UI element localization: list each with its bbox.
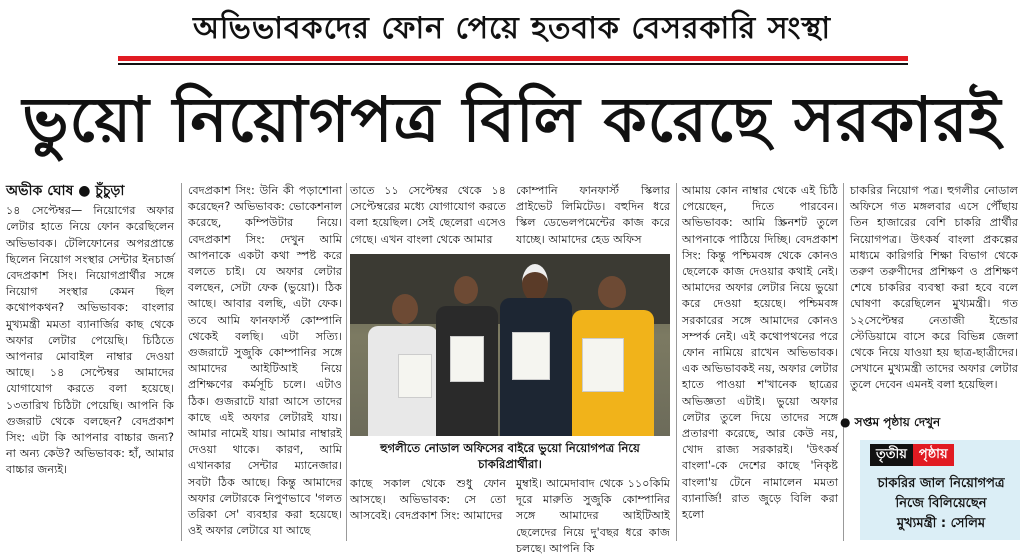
column-text: চাকরির নিয়োগ পত্র। হুগলীর নোডাল অফিসে গত মঙ্গলবার এসে পৌঁছায় তিন হাজারের বেশি চাকরি প্রার্থীর নিয়োগপত্র। উৎকর্ষ বাংলা প্রকল্পের মাধ্যমে কারিগরি শিক্ষা বিভাগ থেকে তরুণ তরুণীদের প্রশিক্ষণ ও প্রশিক্ষণ শেষে চাকরির ব্যবস্থা করা হবে বলে ঘোষণা করেছিলেন মুখ্যমন্ত্রী। গত ১২সেপ্টেম্বর নেতাজী ইন্ডোর স্টেডিয়ামে বাসে করে বিভিন্ন জেলা থেকে নিয়ে যাওয়া হয় ছাত্র-ছাত্রীদের। সেখানে মুখ্যমন্ত্রী তাদের অফার লেটার তুলে দেবেন এমনই বলা হয়েছিল। — [850, 184, 1018, 392]
article-column-3-top — [350, 183, 506, 251]
article-column-6 — [850, 183, 1018, 411]
tag-part-b: পৃষ্ঠায় — [913, 444, 954, 466]
tag-part-a: তৃতীয় — [870, 444, 913, 466]
column-text: ১৪ সেপ্টেম্বর— নিয়োগের অফার লেটার হাতে নিয়ে ফোন করেছিলেন অভিভাবক। টেলিফোনের অপরপ্রান্তে ছিলেন নিয়োগ সংস্থার সেন্টার ইনচার্জ বেদপ্রকাশ সিং। নিয়োগপ্রার্থীর সঙ্গে নিয়োগ সংস্থার কেমন ছিল কথোপকথন? অভিভাবক: বাংলার মুখ্যমন্ত্রী মমতা ব্যানার্জির কাছ থেকে অফার লেটার পেয়েছি। চিঠিতে আপনার মোবাইল নাম্বার দেওয়া আছে। ১৪ সেপ্টেম্বর আমাদের যোগাযোগ করতে বলা হয়েছে। ১৩তারিখ চিঠিটা পেয়েছি। আপনি কি গুজরাট থেকে বলছেন? বেদপ্রকাশ সিং: এটা কি আপনার বাচ্চার জন্য? না অন্য কেউ? অভিভাবক: হাঁ, আমার বাচ্চার জন্যই। — [6, 204, 174, 477]
black-rule — [118, 63, 908, 65]
kicker-headline: অভিভাবকদের ফোন পেয়ে হতবাক বেসরকারি সংস্থা — [192, 11, 832, 46]
article-column-4-bottom — [516, 476, 670, 555]
related-line-1: চাকরির জাল নিয়োগপত্র — [877, 476, 1005, 491]
photo-person-head — [454, 276, 478, 304]
column-text: মুম্বাই। আমেদাবাদ থেকে ১১০কিমি দূরে মারুতি সুজুকি কোম্পানির সঙ্গে আমাদের আইটিআই ছেলেদের নিয়ে দু'বছর ধরে কাজ চলছে। আপনি কি — [516, 477, 670, 555]
related-line-2: নিজে বিলিয়েছেন — [895, 496, 987, 511]
related-line-3: মুখ্যমন্ত্রী : সেলিম — [896, 516, 986, 531]
photo-caption: হুগলীতে নোডাল অফিসের বাইরে ভুয়ো নিয়োগপত্র নিয়ে চাকরিপ্রার্থীরা। — [380, 441, 640, 471]
main-headline: ভুয়ো নিয়োগপত্র বিলি করেছে সরকারই — [22, 83, 1002, 156]
column-divider — [676, 183, 677, 541]
article-column-5 — [682, 183, 838, 543]
article-column-3-bottom — [350, 476, 506, 542]
article-column-4-top — [516, 183, 670, 251]
photo-paper — [582, 338, 624, 392]
red-rule — [118, 56, 908, 61]
byline: অভীক ঘোষ ● চুঁচুড়া — [6, 183, 125, 199]
related-story-tag — [870, 444, 954, 466]
photo-paper — [450, 336, 484, 382]
column-divider — [181, 183, 182, 541]
photo-person-head — [598, 276, 626, 308]
column-text: কাছে সকাল থেকে শুধু ফোন আসছে। অভিভাবক: সে তো আসবেই। বেদপ্রকাশ সিং: আমাদের — [350, 477, 506, 523]
photo-person-head — [522, 264, 548, 302]
column-divider — [843, 183, 844, 541]
article-column-2 — [188, 183, 342, 543]
related-story-text — [866, 474, 1016, 534]
column-text: আমায় কোন নাম্বার থেকে এই চিঠি পেয়েছেন, দিতে পারবেন। অভিভাবক: আমি স্ক্রিনশট তুলে আপনাকে পাঠিয়ে দিচ্ছি। বেদপ্রকাশ সিং: কিন্তু পশ্চিমবঙ্গ থেকে কোনও ছেলেকে কাজ দেওয়ার কথাই নেই। আমাদের অফার লেটার নিয়ে ভুয়ো করে দেওয়া হয়েছে। পশ্চিমবঙ্গ সরকারের সঙ্গে আমাদের কোনও সম্পর্ক নেই। এই কথোপথনের পরে ফোন নামিয়ে রাখেন অভিভাবক। এক অভিভাবকই নয়, অফার লেটার হাতে পাওয়া শ'খানেক ছাত্রের অভিজ্ঞতা এটাই। ভুয়ো অফার লেটার তুলে দিয়ে তাদের সঙ্গে প্রতারণা করেছে, আর কেউ নয়, খোদ রাজ্য সরকারই। 'উৎকর্ষ বাংলা'-কে দেশের কাছে 'নিকৃষ্ট বাংলা'য় টেনে নামালেন মমতা ব্যানার্জি! রাত জুড়ে বিলি করা হলো — [682, 184, 838, 522]
continued-note: ● সপ্তম পৃষ্ঠায় দেখুন — [840, 415, 941, 429]
column-text: তাতে ১১ সেপ্টেম্বর থেকে ১৪ সেপ্টেম্বরের মধ্যে যোগাযোগ করতে বলা হয়েছিল। সেই ছেলেরা এসেও গেছে। এখন বাংলা থেকে আমার — [350, 184, 506, 246]
column-text: বেদপ্রকাশ সিং: উনি কী পড়াশোনা করেছেন? অভিভাবক: ভোকেশনাল করেছে, কম্পিউটার নিয়ে। বেদপ্রকাশ সিং: দেখুন আমি আপনাকে একটা কথা স্পষ্ট করে বলতে চাই। যে অফার লেটার বলছেন, সেটা ফেক (ভুয়ো)। ঠিক আছে। আবার বলছি, এটা ফেক। তবে আমি ফানফার্স্ট কোম্পানি থেকেই বলছি। এটা সত্যি। গুজরাটে সুজুকি কোম্পানির সঙ্গে আমাদের আইটিআই নিয়ে প্রশিক্ষণের কর্মসূচি চলে। এটাও ঠিক। গুজরাটে যারা আসে তাদের কাছে এই অফার লেটারই যায়। আমার নামেই যায়। আমার নাম্বারই দেওয়া থাকে। কারণ, আমি এখানকার সেন্টার ম্যানেজার। সবটা ঠিক আছে। কিন্তু আমাদের অফার লেটারকে নিপুণভাবে 'গলত তরিকা সে' ব্যবহার করা হয়েছে। ওই অফার লেটারে যা আছে — [188, 184, 342, 538]
article-column-1 — [6, 183, 174, 543]
news-photo — [350, 254, 670, 436]
photo-paper — [512, 332, 550, 380]
column-divider — [346, 183, 347, 541]
photo-paper — [398, 354, 432, 398]
column-text: কোম্পানি ফানফার্স্ট স্কিলার প্রাইভেট লিমিটেড। বহুদিন ধরে স্কিল ডেভেলপমেন্টের কাজ করে যাচ্ছে। আমাদের হেড অফিস — [516, 184, 670, 246]
photo-person-head — [392, 294, 418, 324]
